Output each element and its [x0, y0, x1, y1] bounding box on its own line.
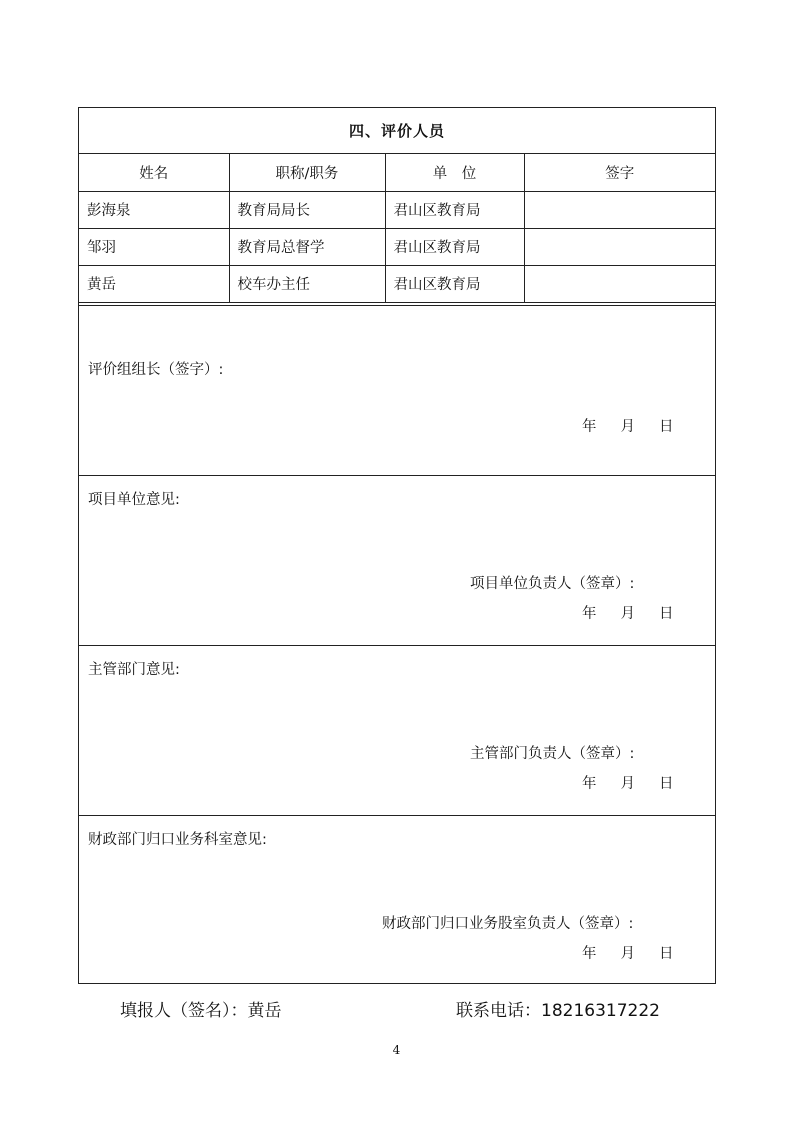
header-signature: 签字: [524, 154, 715, 191]
date-day: 日: [659, 419, 674, 435]
cell-signature[interactable]: [524, 191, 715, 228]
dept-sign-label: 主管部门负责人（签章）:: [470, 746, 635, 762]
cell-title: 教育局总督学: [229, 228, 385, 265]
cell-title: 校车办主任: [229, 265, 385, 302]
leader-section[interactable]: [79, 305, 715, 475]
header-unit: 单 位: [385, 154, 524, 191]
leader-date: [582, 415, 674, 436]
section-title: 四、评价人员: [79, 108, 715, 154]
date-day: 日: [659, 776, 674, 792]
cell-signature[interactable]: [524, 265, 715, 302]
header-name: 姓名: [79, 154, 229, 191]
date-year: 年: [582, 606, 597, 622]
evaluator-table: [79, 154, 715, 303]
cell-name: 邹羽: [79, 228, 229, 265]
evaluation-form: [78, 107, 716, 984]
dept-label: 主管部门意见:: [88, 662, 180, 678]
finance-sign-label: 财政部门归口业务股室负责人（签章）:: [382, 916, 634, 932]
cell-unit: 君山区教育局: [385, 265, 524, 302]
filler-signature: 填报人（签名）：黄岳: [120, 1001, 282, 1021]
finance-section[interactable]: [79, 815, 715, 983]
contact-phone: 联系电话：18216317222: [456, 1001, 660, 1021]
table-row: [79, 265, 715, 302]
date-month: 月: [620, 419, 635, 435]
date-month: 月: [620, 776, 635, 792]
table-row: [79, 191, 715, 228]
page-number: 4: [392, 1043, 401, 1057]
date-day: 日: [659, 946, 674, 962]
table-row: [79, 228, 715, 265]
date-month: 月: [620, 606, 635, 622]
cell-signature[interactable]: [524, 228, 715, 265]
date-day: 日: [659, 606, 674, 622]
unit-section[interactable]: [79, 475, 715, 645]
date-year: 年: [582, 776, 597, 792]
date-year: 年: [582, 419, 597, 435]
leader-label: 评价组组长（签字）:: [88, 362, 224, 378]
table-header-row: [79, 154, 715, 191]
dept-date: [582, 772, 674, 793]
unit-sign-label: 项目单位负责人（签章）:: [470, 576, 635, 592]
cell-unit: 君山区教育局: [385, 228, 524, 265]
unit-label: 项目单位意见:: [88, 492, 180, 508]
finance-label: 财政部门归口业务科室意见:: [88, 832, 267, 848]
cell-title: 教育局局长: [229, 191, 385, 228]
finance-date: [582, 942, 674, 963]
cell-name: 彭海泉: [79, 191, 229, 228]
dept-section[interactable]: [79, 645, 715, 815]
date-month: 月: [620, 946, 635, 962]
date-year: 年: [582, 946, 597, 962]
header-title: 职称/职务: [229, 154, 385, 191]
cell-name: 黄岳: [79, 265, 229, 302]
cell-unit: 君山区教育局: [385, 191, 524, 228]
unit-date: [582, 602, 674, 623]
